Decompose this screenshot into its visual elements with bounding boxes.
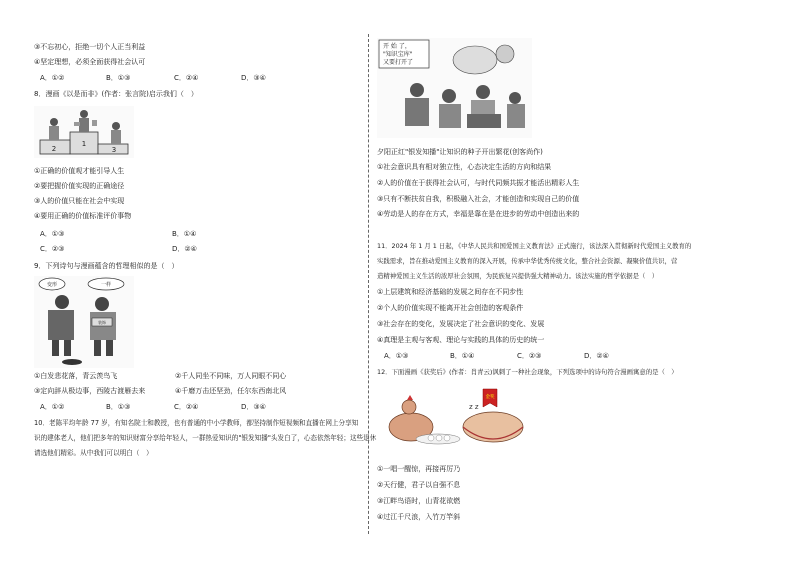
q7-item-4: ④坚定理想，必须全面获得社会认可: [34, 58, 146, 66]
q9-item-2: ②千人同坐不同味，万人同眼不同心: [175, 372, 287, 380]
podium-illustration: [34, 106, 134, 158]
q9-option-c[interactable]: C．②④: [174, 403, 199, 411]
award-banner-text: 金奖: [485, 395, 495, 400]
q9-stem: 9．下列诗句与漫画蕴含的哲理相似的是（ ）: [34, 262, 179, 270]
q8-option-b[interactable]: B．①④: [172, 230, 197, 238]
q12-item-1: ①一唱一醒惊，再接再厉乃: [377, 465, 461, 473]
deform-cartoon-illustration: [34, 276, 134, 368]
award-chicken-illustration: [383, 385, 528, 447]
q10-item-1: ①社会意识具有相对独立性，心态决定生活的方向和结果: [377, 163, 552, 171]
cartoon-caption-2: "知识宝库": [383, 51, 413, 58]
q8-cartoon: [34, 106, 134, 158]
q10-item-4: ④劳动是人的存在方式，幸福是靠在是在进步的劳动中创造出来的: [377, 210, 580, 218]
q11-stem-line-1: 11．2024 年 1 月 1 日起，《中华人民共和国爱国主义教育法》正式施行，该法深入贯彻新时代爱国主义教育的: [377, 242, 692, 250]
q7-option-c[interactable]: C．②④: [174, 74, 199, 82]
bubble-label-1: 变形: [46, 282, 58, 288]
q12-stem: 12．下面漫画《获奖后》(作者：肖青云)讽刺了一种社会现象，下列选项中的诗句符合漫画寓意的是（ ）: [377, 368, 678, 376]
q10-item-2: ②人的价值在于获得社会认可，与时代同频共振才能活出精彩人生: [377, 179, 580, 187]
q9-option-d[interactable]: D．③④: [241, 403, 266, 411]
q7-item-3: ③不忘初心，拒绝一切个人正当利益: [34, 43, 146, 51]
cartoon-caption-3: 又要打开了: [383, 59, 414, 66]
q8-item-4: ④要用正确的价值标准评价事物: [34, 212, 132, 220]
q11-stem-line-2: 实践需求，旨在推动爱国主义教育的深入开展，传承中华优秀传统文化，整合社会资源、凝聚价值共识，营: [377, 257, 678, 265]
q11-option-b[interactable]: B．①④: [450, 352, 475, 360]
q7-option-b[interactable]: B．①③: [106, 74, 131, 82]
q11-stem-line-3: 造精神爱国主义生活的浓厚社会氛围，为民族复兴提供强大精神动力。该法实施的哲学依据是（ ）: [377, 272, 659, 280]
q12-item-2: ②天行健，君子以自强不息: [377, 481, 461, 489]
q8-item-1: ①正确的价值观才能引导人生: [34, 167, 125, 175]
q9-item-3: ③定向辞从极边事，西陵古渡雁去来: [34, 387, 146, 395]
q8-option-a[interactable]: A．①③: [40, 230, 65, 238]
q11-item-3: ③社会存在的变化，发展决定了社会意识的变化、发展: [377, 320, 545, 328]
q8-item-2: ②要把握价值实现的正确途径: [34, 182, 125, 190]
svg-text:z z: z z: [469, 403, 479, 411]
q8-item-3: ③人的价值只能在社会中实现: [34, 197, 125, 205]
q11-item-4: ④真理是主观与客观、理论与实践的具体的历史的统一: [377, 336, 545, 344]
q10-stem-line-3: 请选他们精彩。从中我们可以明白（ ）: [34, 449, 153, 457]
bubble-label-2: 一样: [100, 282, 112, 288]
q7-option-a[interactable]: A．①②: [40, 74, 65, 82]
q8-stem: 8．漫画《以是而非》(作者：张言院)启示我们（ ）: [34, 90, 198, 98]
sign-label: 装饰: [98, 320, 106, 325]
q8-option-d[interactable]: D．②④: [172, 245, 197, 253]
q9-item-1: ①白发悲花落，青云羡鸟飞: [34, 372, 118, 380]
q12-item-4: ④过江千尺浪，入竹万竿斜: [377, 513, 461, 521]
q12-item-3: ③江畔鸟语时，山青花欲燃: [377, 497, 461, 505]
column-divider: [368, 34, 369, 534]
q12-cartoon: [383, 385, 528, 447]
q11-option-a[interactable]: A．①③: [384, 352, 409, 360]
q11-option-d[interactable]: D．②④: [584, 352, 609, 360]
q10-cartoon: [377, 38, 532, 138]
q9-item-4: ④千磨万击还坚劲，任尔东西南北风: [175, 387, 287, 395]
podium-label-1: 1: [81, 140, 87, 148]
q11-item-1: ①上层建筑和经济基础的发展之间存在不同步性: [377, 288, 524, 296]
q8-option-c[interactable]: C．②③: [40, 245, 65, 253]
q7-option-d[interactable]: D．③④: [241, 74, 266, 82]
q11-option-c[interactable]: C．②③: [517, 352, 542, 360]
q9-cartoon: [34, 276, 134, 368]
q10-item-3: ③只有不断扶贫自我，积极融入社会，才能创造和实现自己的价值: [377, 195, 580, 203]
q10-stem-line-2: 识的建体老人，他们把多年的知识财富分享给年轻人，一群热爱知识的"银发知播"头发白了，心态依然年轻；这些退休: [34, 434, 377, 442]
q10-stem-line-1: 10．老陈平均年龄 77 岁，有知名院士和教授，也有普通的中小学教师，都坚持制作短视频和直播在网上分享知: [34, 419, 359, 427]
podium-label-2: 2: [51, 145, 57, 153]
cartoon-caption-1: 开 始 了，: [383, 43, 411, 50]
q10-cartoon-subtitle: 夕阳正红"银发知播"让知识的种子开出繁花(创客尚作): [377, 148, 543, 156]
knowledge-cartoon-illustration: [377, 38, 532, 138]
podium-label-3: 3: [111, 146, 117, 154]
q11-item-2: ②个人的价值实现不能离开社会创造的客观条件: [377, 304, 524, 312]
q9-option-b[interactable]: B．①③: [106, 403, 131, 411]
q9-option-a[interactable]: A．①②: [40, 403, 65, 411]
